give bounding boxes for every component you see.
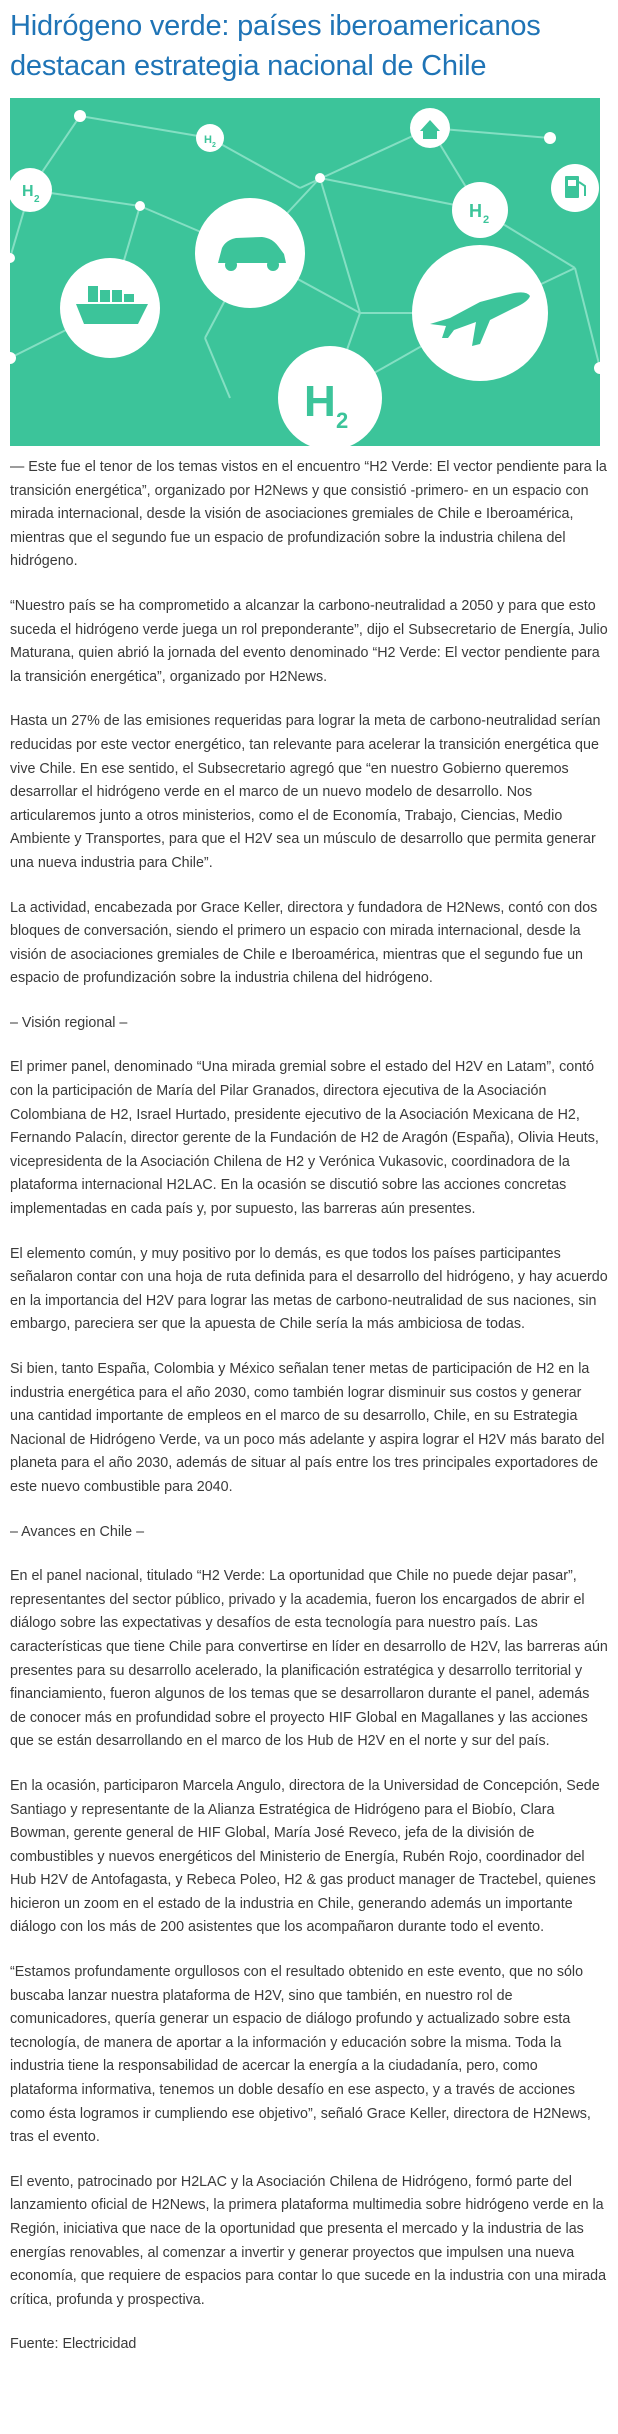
ship-icon [76, 304, 148, 324]
svg-text:H: H [469, 201, 482, 221]
svg-text:H: H [204, 134, 212, 146]
svg-text:2: 2 [483, 214, 490, 226]
paragraph: El evento, patrocinado por H2LAC y la Asociación Chilena de Hidrógeno, formó parte del lanzamiento oficial de H2News, la primera plataforma multimedia sobre hidrógeno verde en la Región, iniciativa que nace de la oportunidad que presenta el mercado y la industria de las energías renovables, al comenzar a invertir y generar proyectos que impulsen una nueva economía, que requiere de espacios para contar lo que sucede en la industria con una mirada crítica, profunda y prospectiva. [10, 2173, 607, 2308]
hero-illustration [10, 98, 600, 446]
article [0, 6, 618, 2357]
h2-node-right [452, 182, 508, 238]
paragraph: En el panel nacional, titulado “H2 Verde: La oportunidad que Chile no puede dejar pasar”, representantes del sector público, privado y la academia, fueron los encargados de abrir el diálogo sobre las expectativas y desafíos de esta tecnología para nuestro país. Las características que tiene Chile para convertirse en líder en desarrollo de H2V, las barreras aún presentes para su desarrollo acelerado, la planificación estratégica y desarrollo territorial y financiamiento, fueron algunos de los temas que se desarrollaron durante el panel, además de conocer más en profundidad sobre el proyecto HIF Global en Magallanes y las acciones que se están desarrollando en el marco de los Hub de H2V en el norte y sur del país. [10, 1568, 608, 1750]
article-source: Fuente: Electricidad [10, 2336, 137, 2353]
paragraph: “Estamos profundamente orgullosos con el resultado obtenido en este evento, que no sólo buscaba lanzar nuestra plataforma de H2V, sino que también, en nuestro rol de comunicadores, quería generar un espacio de diálogo profundo y actualizado sobre esta tecnología, de manera de aportar a la información y educación sobre la misma. Toda la industria tiene la responsabilidad de acercar la energía a la ciudadanía, pero, como plataforma informativa, tenemos un doble desafío en ese aspecto, y a través de acciones como ésta logramos ir cumpliendo ese objetivo”, señaló Grace Keller, directora de H2News, tras el evento. [10, 1964, 591, 2146]
h2-node-tiny [196, 124, 224, 152]
paragraph: — Este fue el tenor de los temas vistos en el encuentro “H2 Verde: El vector pendiente para la transición energética”, organizado por H2News y que consistió -primero- en un espacio con mirada internacional, desde la visión de asociaciones gremiales de Chile e Iberoamérica, mientras que el segundo fue un espacio de profundización sobre la industria chilena del hidrógeno. [10, 459, 607, 570]
svg-text:H: H [22, 183, 34, 200]
article-title: Hidrógeno verde: países iberoamericanos destacan estrategia nacional de Chile [10, 10, 541, 82]
car-node [195, 198, 305, 308]
paragraph: En la ocasión, participaron Marcela Angulo, directora de la Universidad de Concepción, Sede Santiago y representante de la Alianza Estratégica de Hidrógeno para el Biobío, Clara Bowman, gerente general de HIF Global, María José Reveco, jefa de la división de combustibles y nuevos energéticos del Ministerio de Energía, Rubén Rojo, coordinador del Hub H2V de Antofagasta, y Rebeca Poleo, H2 & gas product manager de Tractebel, quienes hicieron un zoom en el estado de la industria en Chile, generando además un importante diálogo con los más de 200 asistentes que los acompañaron durante todo el evento. [10, 1777, 600, 1936]
svg-text:2: 2 [34, 194, 40, 205]
h2-node-small [10, 168, 52, 212]
section-heading-chile: – Avances en Chile – [10, 1523, 145, 1540]
fuel-pump-icon [565, 176, 579, 198]
paragraph: Hasta un 27% de las emisiones requeridas para lograr la meta de carbono-neutralidad serían reducidas por este vector energético, tan relevante para acelerar la transición energética que vive Chile. En ese sentido, el Subsecretario agregó que “en nuestro Gobierno queremos desarrollar el hidrógeno verde en el marco de un nuevo modelo de desarrollo. Nos articularemos junto a otros ministerios, como el de Economía, Trabajo, Ciencias, Medio Ambiente y Transportes, para que el H2V sea un músculo de desarrollo que permita generar una nueva industria para Chile”. [10, 713, 601, 871]
section-heading-regional: – Visión regional – [10, 1014, 128, 1031]
svg-text:H: H [304, 377, 336, 426]
station-node [551, 164, 599, 212]
h2-node-big [278, 346, 382, 446]
paragraph: Si bien, tanto España, Colombia y México señalan tener metas de participación de H2 en la industria energética para el año 2030, como también lograr disminuir sus costos y generar una cantidad importante de empleos en el marco de su desarrollo, Chile, en su Estrategia Nacional de Hidrógeno Verde, va un poco más adelante y aspira lograr el H2V más barato del planeta para el año 2030, además de situar al país entre los tres principales exportadores de este nuevo combustible para 2040. [10, 1361, 605, 1495]
paragraph: La actividad, encabezada por Grace Keller, directora y fundadora de H2News, contó con dos bloques de conversación, siendo el primero un espacio con mirada internacional, desde la visión de asociaciones gremiales de Chile e Iberoamérica, mientras que el segundo fue un espacio de profundización sobre la industria chilena del hidrógeno. [10, 899, 598, 987]
plane-node [412, 245, 548, 381]
paragraph: El primer panel, denominado “Una mirada gremial sobre el estado del H2V en Latam”, contó con la participación de María del Pilar Granados, directora ejecutiva de la Asociación Colombiana de H2, Israel Hurtado, presidente ejecutivo de la Asociación Mexicana de H2, Fernando Palacín, director gerente de la Fundación de H2 de Aragón (España), Olivia Heuts, vicepresidenta de la Asociación Chilena de H2 y Verónica Vukasovic, coordinadora de la plataforma internacional H2LAC. En la ocasión se discutió sobre las acciones concretas implementadas en cada país y, por supuesto, las barreras aún presentes. [10, 1059, 599, 1218]
paragraph: “Nuestro país se ha comprometido a alcanzar la carbono-neutralidad a 2050 y para que esto suceda el hidrógeno verde juega un rol preponderante”, dijo el Subsecretario de Energía, Julio Maturana, quien abrió la jornada del evento denominado “H2 Verde: El vector pendiente para la transición energética”, organizado por H2News. [10, 597, 608, 685]
svg-text:2: 2 [212, 142, 216, 149]
ship-node [60, 258, 160, 358]
house-node [410, 108, 450, 148]
svg-text:2: 2 [336, 408, 349, 433]
paragraph: El elemento común, y muy positivo por lo demás, es que todos los países participantes señalaron contar con una hoja de ruta definida para el desarrollo del hidrógeno, y hay acuerdo en la importancia del H2V para lograr las metas de carbono-neutralidad de sus naciones, sin embargo, pareciera ser que la apuesta de Chile sería la más ambiciosa de todas. [10, 1245, 608, 1333]
